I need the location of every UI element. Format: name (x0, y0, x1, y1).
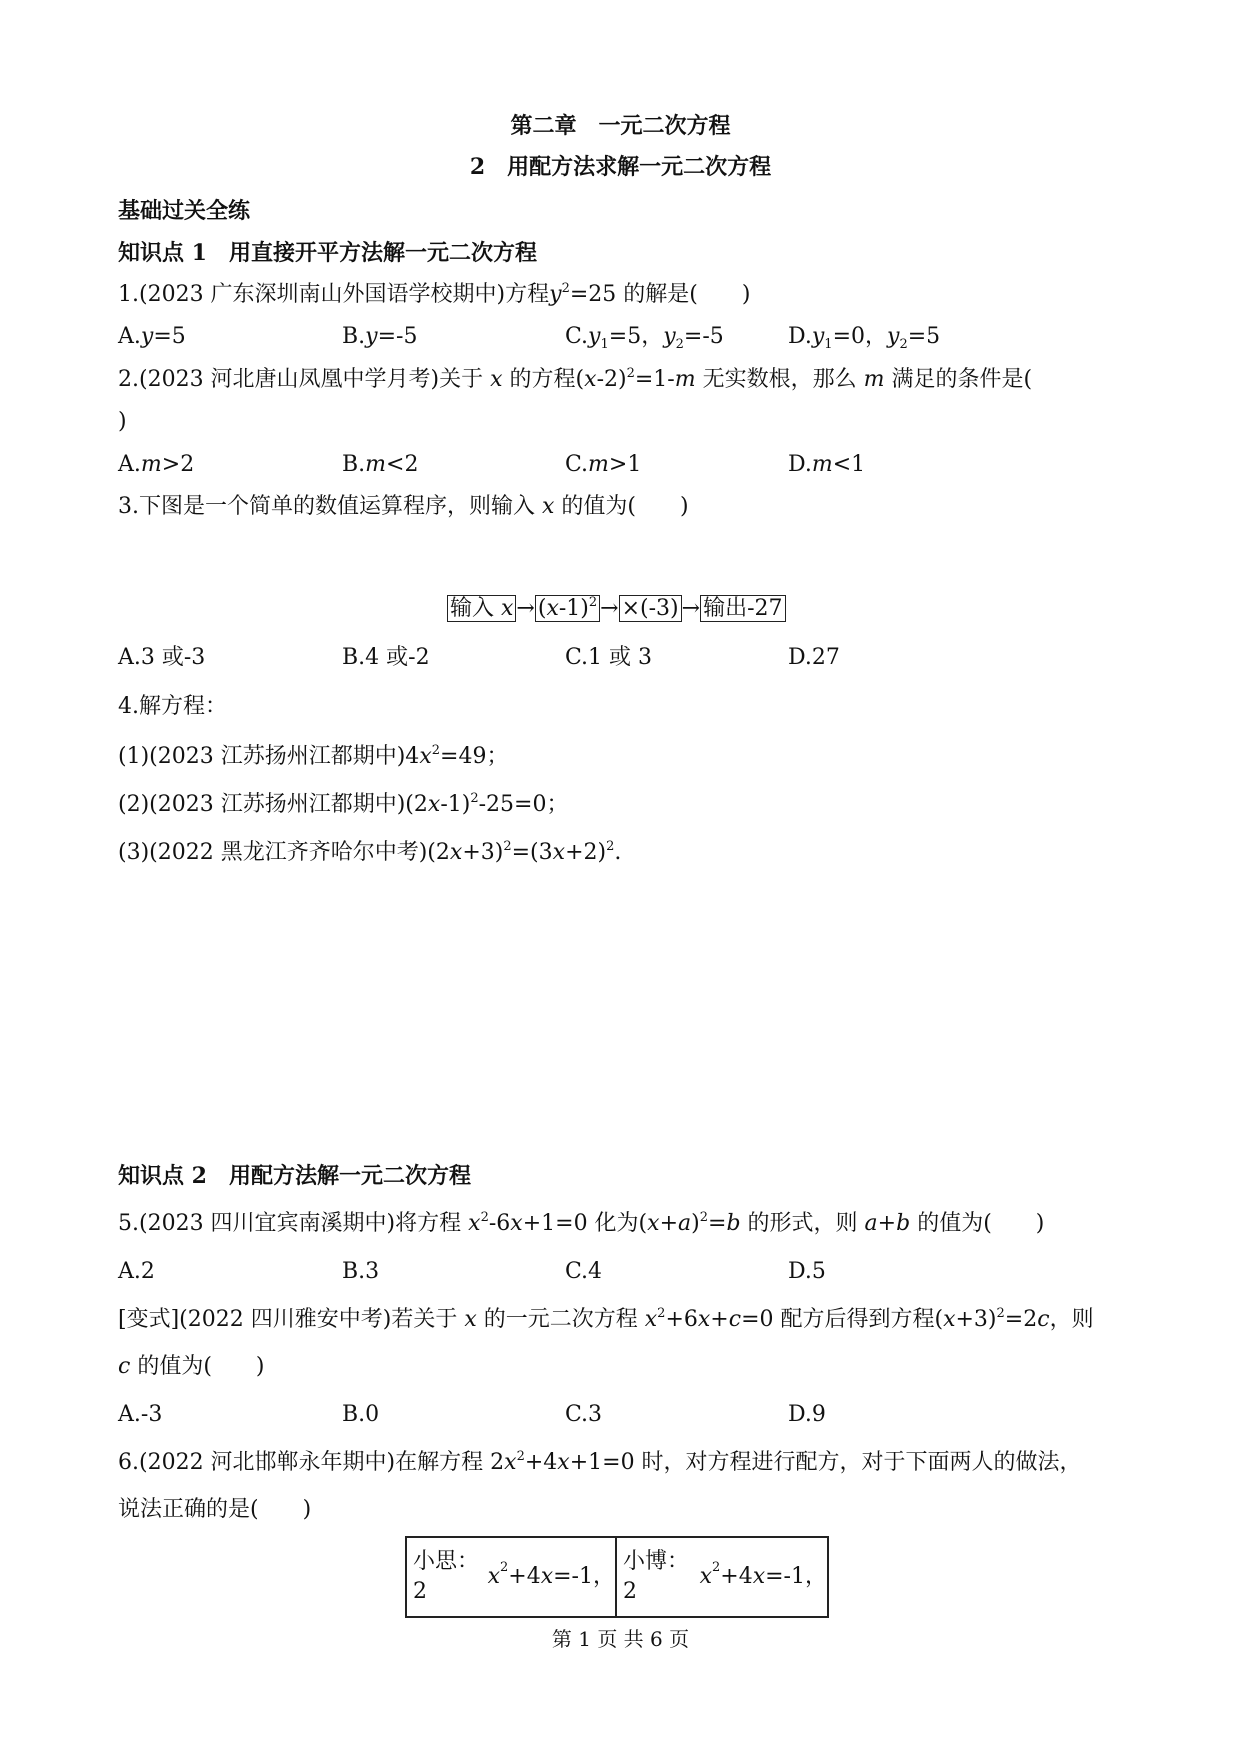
question-2-line2: ) (118, 409, 127, 434)
flow-arrow-2: → (600, 596, 619, 621)
variant-option-d[interactable]: D.9 (788, 1402, 826, 1427)
question-2: 2.(2023 河北唐山凤凰中学月考)关于 x 的方程$(x-2)^2=1-m$ 无实数根，那么 m 满足的条件是( (118, 366, 1033, 392)
q1-option-a[interactable]: A.y=5 (118, 324, 186, 349)
q2-option-c[interactable]: C.m>1 (565, 452, 642, 477)
q2-option-b[interactable]: B.m<2 (342, 452, 419, 477)
page-footer: 第 1 页 共 6 页 (551, 1627, 690, 1651)
flow-square-box: $(x-1)^2$ (535, 595, 600, 622)
question-5: 5.(2023 四川宜宾南溪期中)将方程 $x^2-6x+1=0$ 化为$(x+a)^2=b$ 的形式，则 a+b 的值为( ) (118, 1210, 1045, 1236)
q1-option-d[interactable]: $D.y_1=0$，$y_2=5$ (788, 324, 941, 352)
table-cell-xiaosi: 小思：2 x 2 +4 x =-1， (413, 1549, 615, 1604)
variant-option-c[interactable]: C.3 (565, 1402, 603, 1427)
q3-option-c[interactable]: C.1 或 3 (565, 645, 653, 670)
question-3: 3.下图是一个简单的数值运算程序，则输入 x 的值为( ) (118, 494, 689, 519)
q2-option-d[interactable]: D.m<1 (788, 452, 866, 477)
kp1-title: 用直接开平方法解一元二次方程 (228, 240, 537, 266)
q5-option-d[interactable]: D.5 (788, 1259, 826, 1284)
q3-option-b[interactable]: B.4 或-2 (342, 645, 430, 670)
q3-option-d[interactable]: D.27 (788, 645, 840, 670)
q5-option-b[interactable]: B.3 (342, 1259, 380, 1284)
flow-arrow-1: → (516, 596, 535, 621)
question-4-part-3: (3)(2022 黑龙江齐齐哈尔中考)$(2x+3)^2=(3x+2)^2$. (118, 839, 622, 865)
flowchart (447, 594, 786, 627)
knowledge-point-1 (118, 238, 537, 268)
method-comparison-table (405, 1536, 829, 1618)
question-6-line2: 说法正确的是( ) (118, 1497, 312, 1522)
flow-arrow-3: → (681, 596, 701, 621)
kp2-label: 知识点 2 (118, 1163, 207, 1189)
variant-question: [变式](2022 四川雅安中考)若关于 x 的一元二次方程 $x^2+6x+c=0$ 配方后得到方程$(x+3)^2=2c$，则 (118, 1306, 1094, 1332)
question-4-part-1: (1)(2023 江苏扬州江都期中)$4x^2=49$； (118, 743, 509, 769)
chapter-title: 第二章 一元二次方程 (510, 113, 731, 139)
practice-heading: 基础过关全练 (118, 198, 251, 224)
kp2-title: 用配方法解一元二次方程 (228, 1163, 471, 1189)
question-6: 6.(2022 河北邯郸永年期中)在解方程 $2x^2+4x+1=0$ 时，对方程进行配方，对于下面两人的做法， (118, 1449, 1082, 1475)
q3-option-a[interactable]: A.3 或-3 (118, 645, 206, 670)
question-1: 1.(2023 广东深圳南山外国语学校期中)方程$y^2=25$ 的解是( ) (118, 281, 751, 307)
flow-output-box: 输出-27 (700, 595, 785, 622)
q1-option-b[interactable]: B.y=-5 (342, 324, 418, 349)
q2-option-a[interactable]: A.m>2 (118, 452, 195, 477)
question-4-part-2: (2)(2023 江苏扬州江都期中)$(2x-1)^2-25=0$； (118, 791, 569, 817)
kp1-label: 知识点 1 (118, 240, 207, 266)
section-title: 2 用配方法求解一元二次方程 (469, 154, 772, 180)
question-4: 4.解方程： (118, 694, 227, 719)
variant-question-line2: c 的值为( ) (118, 1354, 265, 1379)
variant-option-b[interactable]: B.0 (342, 1402, 380, 1427)
flow-multiply-box: ×(-3) (619, 595, 682, 622)
knowledge-point-2 (118, 1161, 471, 1191)
table-cell-xiaobo: 小博：2 x 2 +4 x =-1， (615, 1538, 827, 1616)
variant-option-a[interactable]: A.-3 (118, 1402, 163, 1427)
q1-option-c[interactable]: $C.y_1=5$，$y_2=-5$ (565, 324, 724, 352)
q5-option-a[interactable]: A.2 (118, 1259, 155, 1284)
q5-option-c[interactable]: C.4 (565, 1259, 603, 1284)
flow-input-box: 输入 x (447, 595, 516, 622)
